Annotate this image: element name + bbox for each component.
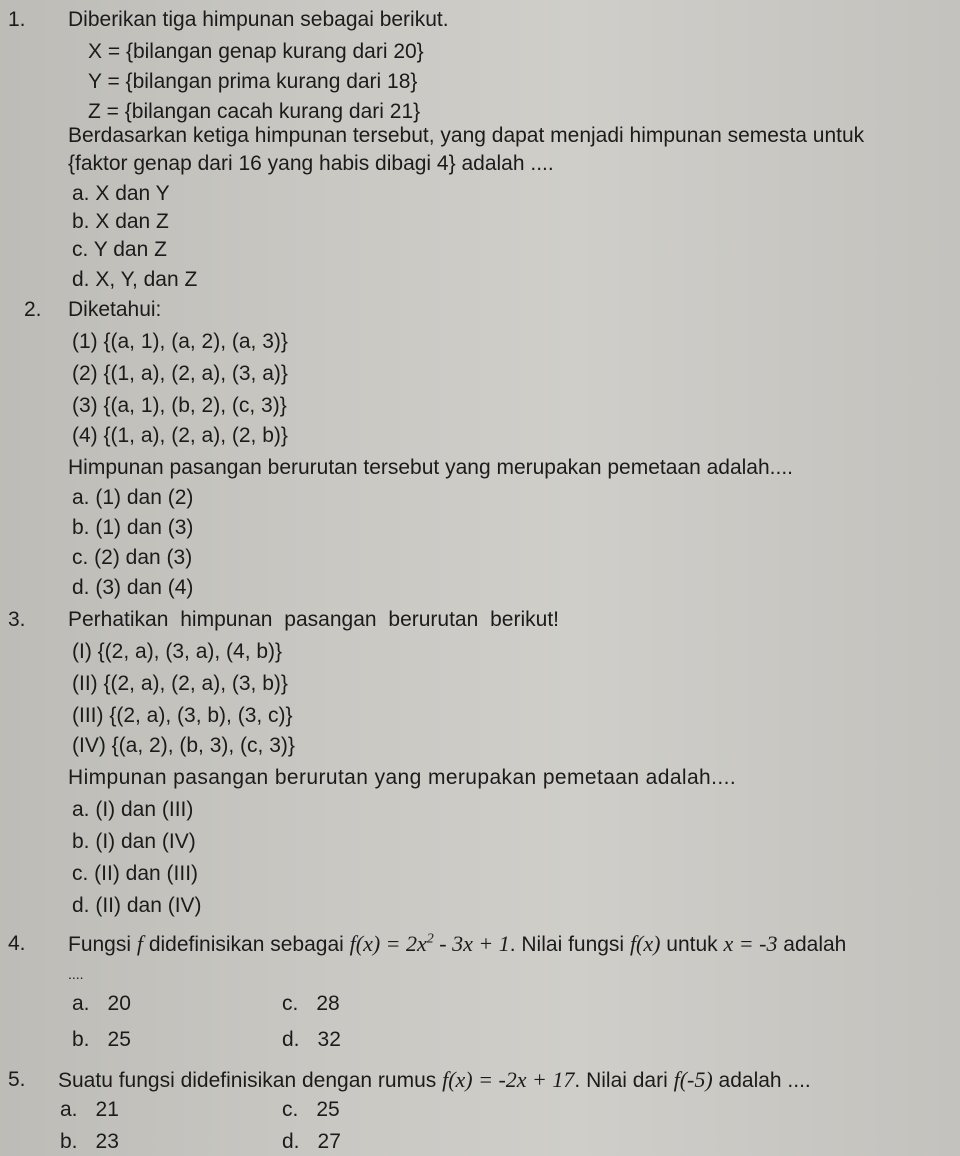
question-3-number: 3.: [8, 608, 26, 631]
question-2-text: Himpunan pasangan berurutan tersebut yang merupakan pemetaan adalah....: [68, 456, 793, 479]
question-2-option-a: a. (1) dan (2): [72, 486, 194, 509]
question-3-item-2: (II) {(2, a), (2, a), (3, b)}: [72, 672, 288, 695]
question-3-item-4: (IV) {(a, 2), (b, 3), (c, 3)}: [72, 734, 295, 757]
question-5-option-b: b. 23: [60, 1130, 119, 1153]
question-2-item-4: (4) {(1, a), (2, a), (2, b)}: [72, 424, 288, 447]
question-4-option-c: c. 28: [282, 992, 340, 1015]
question-1-option-d: d. X, Y, dan Z: [72, 268, 198, 291]
question-3-text: Himpunan pasangan berurutan yang merupakan pemetaan adalah....: [68, 766, 737, 789]
set-z-definition: Z = {bilangan cacah kurang dari 21}: [88, 100, 421, 123]
question-2-item-3: (3) {(a, 1), (b, 2), (c, 3)}: [72, 394, 287, 417]
question-3-option-d: d. (II) dan (IV): [72, 894, 202, 917]
question-5-option-c: c. 25: [282, 1098, 340, 1121]
question-2-intro: Diketahui:: [68, 298, 162, 321]
question-5-option-d: d. 27: [282, 1130, 341, 1153]
question-3-item-3: (III) {(2, a), (3, b), (3, c)}: [72, 704, 293, 727]
question-3-option-c: c. (II) dan (III): [72, 862, 199, 885]
question-2-option-b: b. (1) dan (3): [72, 516, 194, 539]
question-3-option-b: b. (I) dan (IV): [72, 830, 196, 853]
question-2-option-d: d. (3) dan (4): [72, 576, 194, 599]
question-5-number: 5.: [8, 1068, 26, 1091]
question-1-option-a: a. X dan Y: [72, 182, 170, 205]
question-1-option-c: c. Y dan Z: [72, 238, 167, 261]
question-1-text-line-1: Berdasarkan ketiga himpunan tersebut, yang dapat menjadi himpunan semesta untuk: [68, 124, 865, 147]
question-4-formula: $f(x) = 2x^2 - 3x + 1$: [349, 931, 510, 956]
question-5-formula: f(x) = -2x + 17: [442, 1067, 575, 1092]
question-4-option-a: a. 20: [72, 992, 131, 1015]
question-3-item-1: (I) {(2, a), (3, a), (4, b)}: [72, 640, 283, 663]
question-2-number: 2.: [24, 298, 42, 321]
question-4-text: Fungsi f didefinisikan sebagai $f(x) = 2x^2 - 3x + 1$. Nilai fungsi f(x) untuk x = -3 adalah: [68, 931, 847, 956]
question-1-number: 1.: [8, 8, 26, 31]
question-4-continuation: ....: [68, 966, 84, 982]
question-1-text-line-2: {faktor genap dari 16 yang habis dibagi 4} adalah ....: [68, 152, 554, 175]
question-3-option-a: a. (I) dan (III): [72, 798, 194, 821]
set-y-definition: Y = {bilangan prima kurang dari 18}: [88, 70, 418, 93]
question-2-item-2: (2) {(1, a), (2, a), (3, a)}: [72, 362, 288, 385]
question-2-option-c: c. (2) dan (3): [72, 546, 193, 569]
question-1-intro: Diberikan tiga himpunan sebagai berikut.: [68, 8, 449, 31]
question-4-option-b: b. 25: [72, 1028, 131, 1051]
question-3-intro: Perhatikan himpunan pasangan berurutan berikut!: [68, 608, 559, 631]
question-4-option-d: d. 32: [282, 1028, 341, 1051]
question-5-text: Suatu fungsi didefinisikan dengan rumus f(x) = -2x + 17. Nilai dari f(-5) adalah ....: [58, 1067, 811, 1092]
question-2-item-1: (1) {(a, 1), (a, 2), (a, 3)}: [72, 330, 288, 353]
set-x-definition: X = {bilangan genap kurang dari 20}: [88, 40, 424, 63]
question-5-option-a: a. 21: [60, 1098, 119, 1121]
question-1-option-b: b. X dan Z: [72, 210, 169, 233]
question-4-number: 4.: [8, 932, 26, 955]
